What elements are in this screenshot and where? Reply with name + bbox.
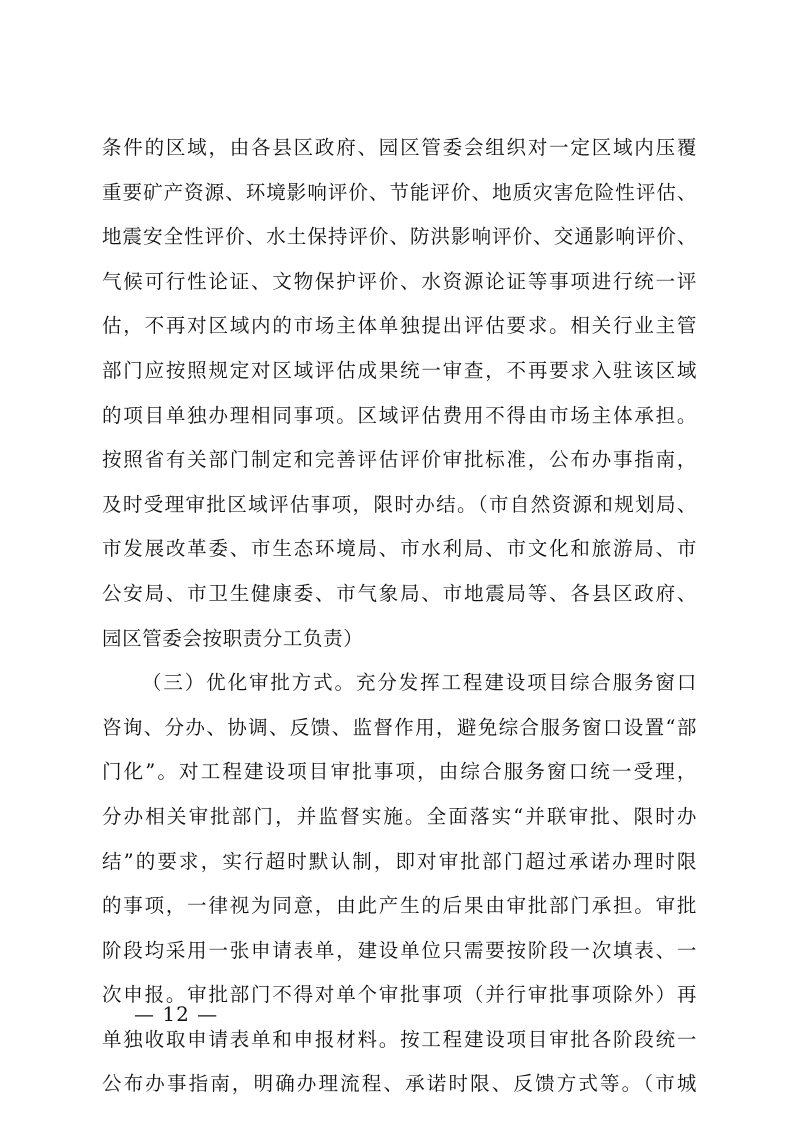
text-line: 市发展改革委、市生态环境局、市水利局、市文化和旅游局、市 xyxy=(102,537,697,561)
text-line: 的项目单独办理相同事项。区域评估费用不得由市场主体承担。 xyxy=(102,403,697,427)
text-line: 地震安全性评价、水土保持评价、防洪影响评价、交通影响评价、 xyxy=(102,225,697,249)
text-line: 阶段均采用一张申请表单，建设单位只需要按阶段一次填表、一 xyxy=(102,938,697,962)
text-line: 估，不再对区域内的市场主体单独提出评估要求。相关行业主管 xyxy=(102,314,697,338)
text-line: 公安局、市卫生健康委、市气象局、市地震局等、各县区政府、 xyxy=(102,581,697,605)
text-line: 按照省有关部门制定和完善评估评价审批标准，公布办事指南， xyxy=(102,448,697,472)
text-line: 的事项，一律视为同意，由此产生的后果由审批部门承担。审批 xyxy=(102,894,697,918)
text-line: 次申报。审批部门不得对单个审批事项（并行审批事项除外）再 xyxy=(102,983,697,1007)
text-line: 分办相关审批部门，并监督实施。全面落实“并联审批、限时办 xyxy=(102,804,697,828)
page-number: — 12 — xyxy=(134,1002,219,1026)
text-line: 及时受理审批区域评估事项，限时办结。（市自然资源和规划局、 xyxy=(102,492,697,516)
text-line: 门化”。对工程建设项目审批事项，由综合服务窗口统一受理， xyxy=(102,760,697,784)
text-line: 园区管委会按职责分工负责） xyxy=(102,626,364,650)
text-line: 部门应按照规定对区域评估成果统一审查，不再要求入驻该区域 xyxy=(102,358,697,382)
section-heading-line: （三）优化审批方式。充分发挥工程建设项目综合服务窗口 xyxy=(142,671,697,695)
text-line: 结”的要求，实行超时默认制，即对审批部门超过承诺办理时限 xyxy=(102,849,697,873)
text-line: 单独收取申请表单和申报材料。按工程建设项目审批各阶段统一 xyxy=(102,1027,697,1051)
text-line: 公布办事指南，明确办理流程、承诺时限、反馈方式等。（市城 xyxy=(102,1072,697,1096)
text-line: 重要矿产资源、环境影响评价、节能评价、地质灾害危险性评估、 xyxy=(102,180,697,204)
text-line: 气候可行性论证、文物保护评价、水资源论证等事项进行统一评 xyxy=(102,269,697,293)
body-text xyxy=(102,126,697,1107)
text-line: 咨询、分办、协调、反馈、监督作用，避免综合服务窗口设置“部 xyxy=(102,715,697,739)
text-line: 条件的区域，由各县区政府、园区管委会组织对一定区域内压覆 xyxy=(102,136,697,159)
